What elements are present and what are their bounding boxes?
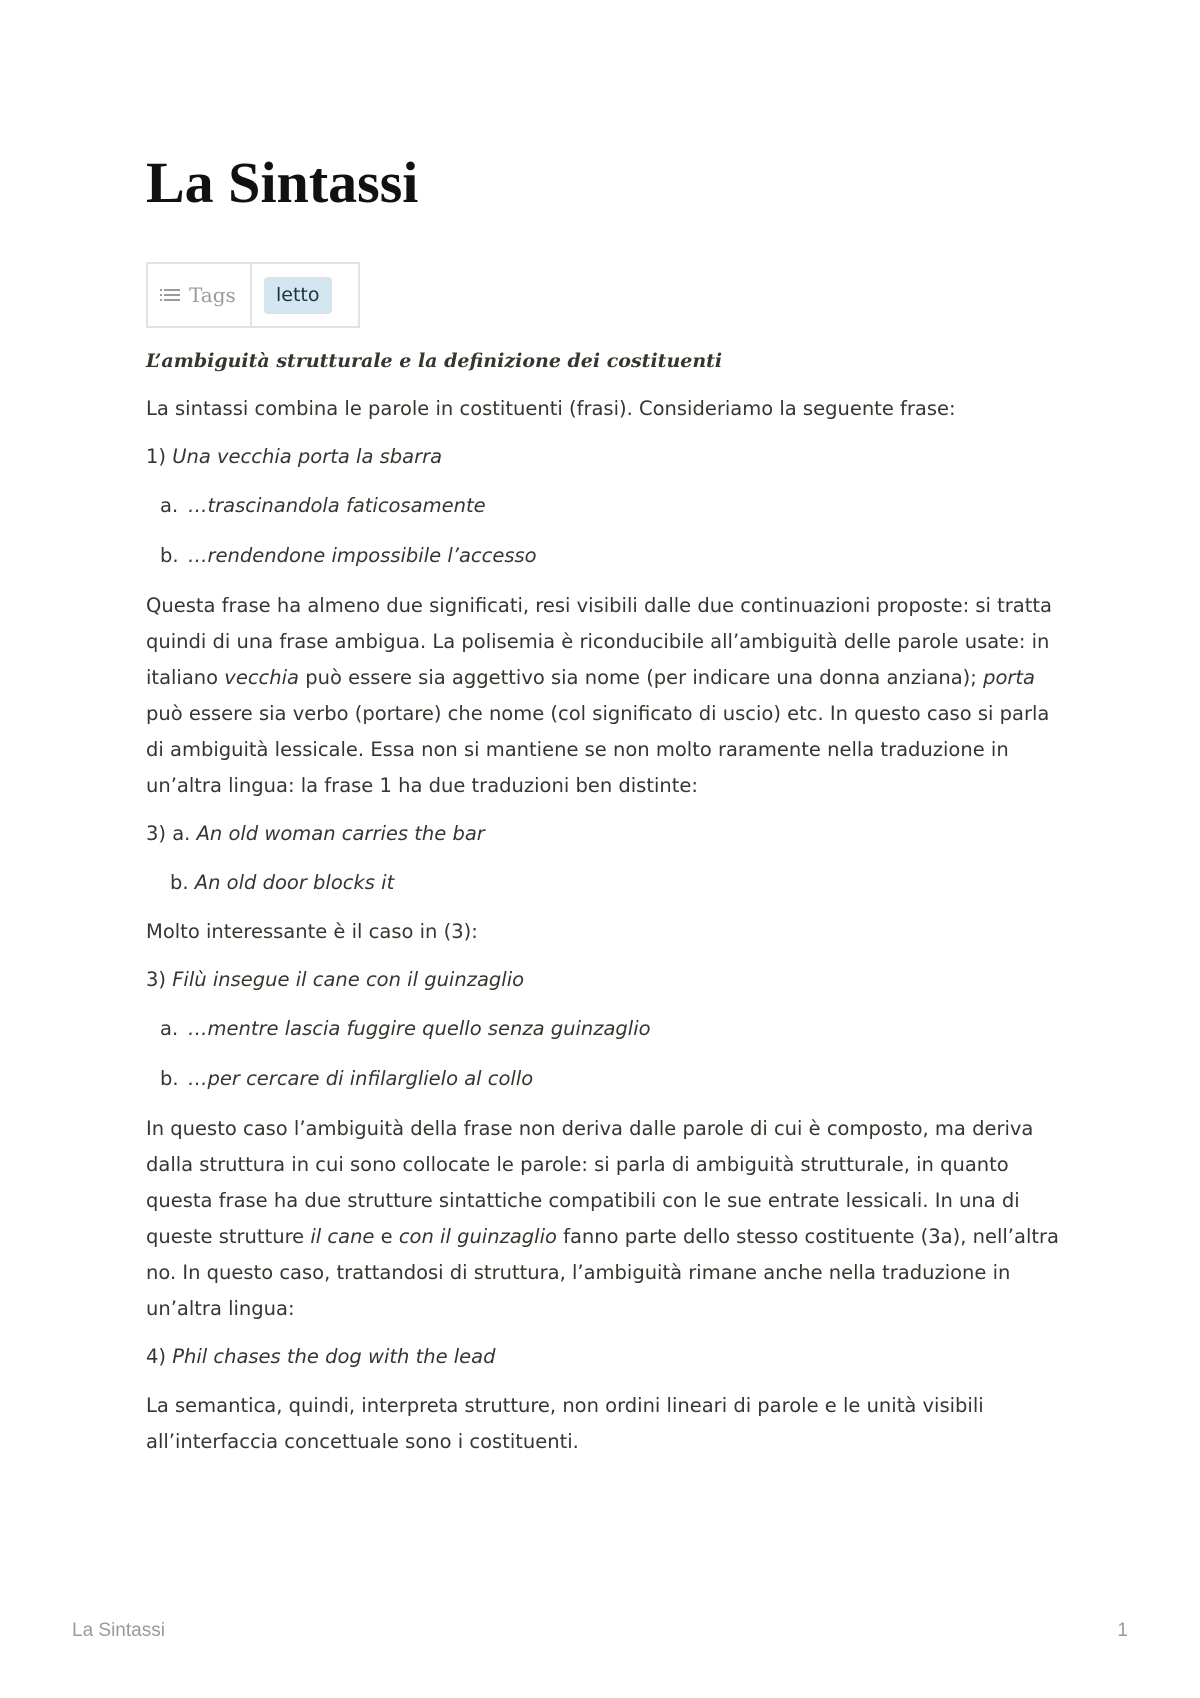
example-text: Una vecchia porta la sbarra [172, 445, 443, 468]
paragraph-structural-ambiguity [146, 1111, 1066, 1327]
example-text: Phil chases the dog with the lead [172, 1345, 496, 1368]
example-text: …per cercare di infilarglielo al collo [188, 1067, 534, 1090]
text-run: e [374, 1225, 399, 1248]
example-3 [146, 962, 1066, 998]
example-number: 3) [146, 968, 173, 991]
text-run: In questo caso l’ambiguità della frase non deriva dalle parole di cui è composto, ma deriva dalla struttura in cui sono collocate le parole: si parla di ambiguità strutturale, in quanto questa frase ha due strutture sintattiche compatibili con le sue entrate lessicali. In una di queste strutture [146, 1117, 1034, 1248]
section-heading: L’ambiguità strutturale e la definizione dei costituenti [146, 350, 723, 372]
example-3-sub-b [146, 1061, 1066, 1097]
example-text: …rendendone impossibile l’accesso [188, 544, 537, 567]
italic-term: il cane [310, 1225, 375, 1248]
example-number: 1) [146, 445, 173, 468]
text-run: fanno parte dello stesso costituente (3a), nell’altra no. In questo caso, trattandosi di struttura, l’ambiguità rimane anche nella traduzione in un’altra lingua: [146, 1225, 1059, 1320]
italic-term: porta [983, 666, 1035, 689]
example-3a [146, 816, 1066, 852]
paragraph-interesting-case: Molto interessante è il caso in (3): [146, 920, 478, 943]
text-run: può essere sia aggettivo sia nome (per indicare una donna anziana); [299, 666, 984, 689]
example-4 [146, 1339, 1066, 1375]
example-text: An old door blocks it [194, 871, 395, 894]
paragraph-lexical-ambiguity [146, 588, 1066, 804]
footer-page-number: 1 [1117, 1620, 1128, 1641]
tags-property-value[interactable] [252, 264, 358, 326]
text-run: può essere sia verbo (portare) che nome (col significato di uscio) etc. In questo caso si parla di ambiguità lessicale. Essa non si mantiene se non molto raramente nella traduzione in un’altra lingua: la frase 1 ha due traduzioni ben distinte: [146, 702, 1050, 797]
list-marker: b. [160, 544, 179, 567]
example-3-sub-a [146, 1011, 1066, 1047]
properties-table [146, 262, 360, 328]
list-marker: a. [160, 494, 179, 517]
page-content [146, 343, 1066, 1472]
example-1a [146, 488, 1066, 524]
list-marker: b. [160, 1067, 179, 1090]
example-text: Filù insegue il cane con il guinzaglio [172, 968, 525, 991]
text-run: Questa frase ha almeno due significati, resi visibili dalle due continuazioni proposte: si tratta quindi di una frase ambigua. La polisemia è riconducibile all’ambiguità delle parole usate: in italiano [146, 594, 1052, 689]
italic-term: vecchia [224, 666, 300, 689]
example-1b [146, 538, 1066, 574]
example-number: b. [170, 871, 195, 894]
footer-title: La Sintassi [72, 1620, 165, 1641]
example-text: …trascinandola faticosamente [188, 494, 486, 517]
example-3b [146, 865, 1066, 901]
tags-label: Tags [189, 283, 236, 307]
page-title: La Sintassi [146, 150, 419, 215]
list-icon [160, 288, 180, 302]
example-number: 4) [146, 1345, 173, 1368]
list-marker: a. [160, 1017, 179, 1040]
italic-term: con il guinzaglio [398, 1225, 557, 1248]
example-number: 3) a. [146, 822, 197, 845]
example-1 [146, 439, 1066, 475]
intro-paragraph: La sintassi combina le parole in costituenti (frasi). Consideriamo la seguente frase: [146, 397, 956, 420]
paragraph-conclusion: La semantica, quindi, interpreta strutture, non ordini lineari di parole e le unità visibili all’interfaccia concettuale sono i costituenti. [146, 1394, 984, 1453]
tags-property-label[interactable] [148, 264, 252, 326]
tag-chip[interactable]: letto [264, 277, 332, 314]
example-text: An old woman carries the bar [196, 822, 485, 845]
example-text: …mentre lascia fuggire quello senza guinzaglio [188, 1017, 651, 1040]
